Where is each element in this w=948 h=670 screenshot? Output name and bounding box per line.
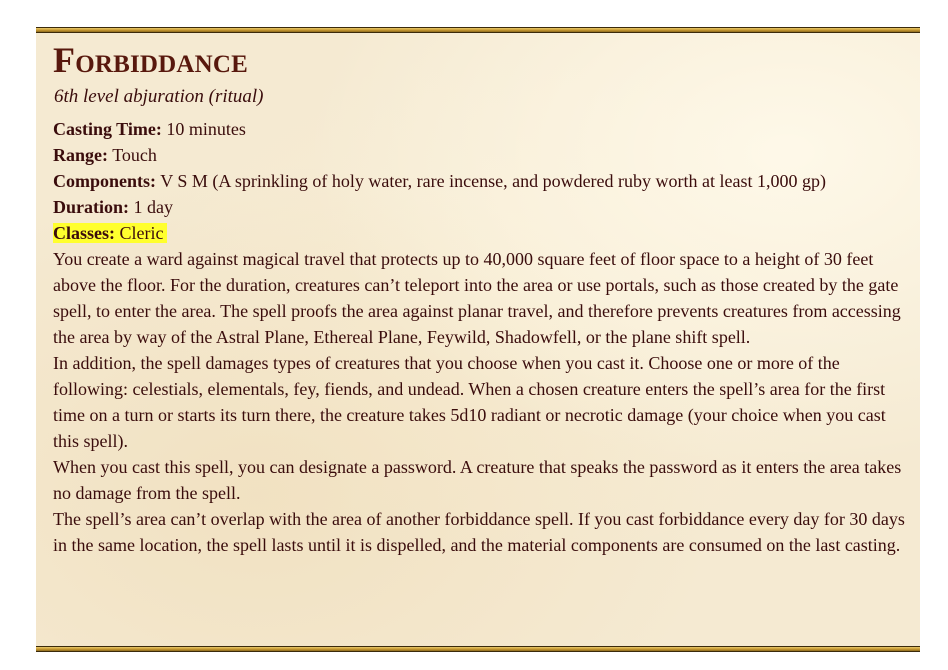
- classes-highlight: [53, 223, 167, 243]
- components-value: V S M (A sprinkling of holy water, rare incense, and powdered ruby worth at least 1,000 gp): [160, 171, 827, 191]
- casting-time-row: [53, 116, 915, 142]
- range-value: Touch: [112, 145, 157, 165]
- duration-label: Duration:: [53, 197, 129, 217]
- casting-time-value: 10 minutes: [166, 119, 246, 139]
- classes-label: Classes:: [53, 223, 115, 243]
- spell-subtitle: 6th level abjuration (ritual): [54, 86, 264, 107]
- description-paragraph-2: In addition, the spell damages types of creatures that you choose when you cast it. Choose one or more of the following: celestials, elementals, fey, fiends, and undead. When a chosen creature enters the spell’s area for the first time on a turn or starts its turn there, the creature takes 5d10 radiant or necrotic damage (your choice when you cast this spell).: [53, 353, 886, 451]
- description-paragraph-1: You create a ward against magical travel that protects up to 40,000 square feet of floor space to a height of 30 feet above the floor. For the duration, creatures can’t teleport into the area or use portals, such as those created by the gate spell, to enter the area. The spell proofs the area against planar travel, and therefore prevents creatures from accessing the area by way of the Astral Plane, Ethereal Plane, Feywild, Shadowfell, or the plane shift spell.: [53, 249, 901, 347]
- range-row: [53, 142, 915, 168]
- spell-title: Forbiddance: [53, 40, 249, 80]
- description-paragraph-3: When you cast this spell, you can designate a password. A creature that speaks the password as it enters the area takes no damage from the spell.: [53, 457, 902, 503]
- classes-value: Cleric: [119, 223, 164, 243]
- duration-value: 1 day: [133, 197, 173, 217]
- bottom-border: [36, 646, 920, 652]
- components-label: Components:: [53, 171, 157, 191]
- spell-content: [53, 40, 915, 558]
- description-paragraph-4: The spell’s area can’t overlap with the area of another forbiddance spell. If you cast forbiddance every day for 30 days in the same location, the spell lasts until it is dispelled, and the material components are consumed on the last casting.: [53, 509, 905, 555]
- duration-row: [53, 194, 915, 220]
- classes-row: [53, 220, 915, 246]
- components-row: [53, 168, 915, 194]
- spell-card: [36, 27, 920, 652]
- casting-time-label: Casting Time:: [53, 119, 162, 139]
- top-border: [36, 27, 920, 33]
- range-label: Range:: [53, 145, 108, 165]
